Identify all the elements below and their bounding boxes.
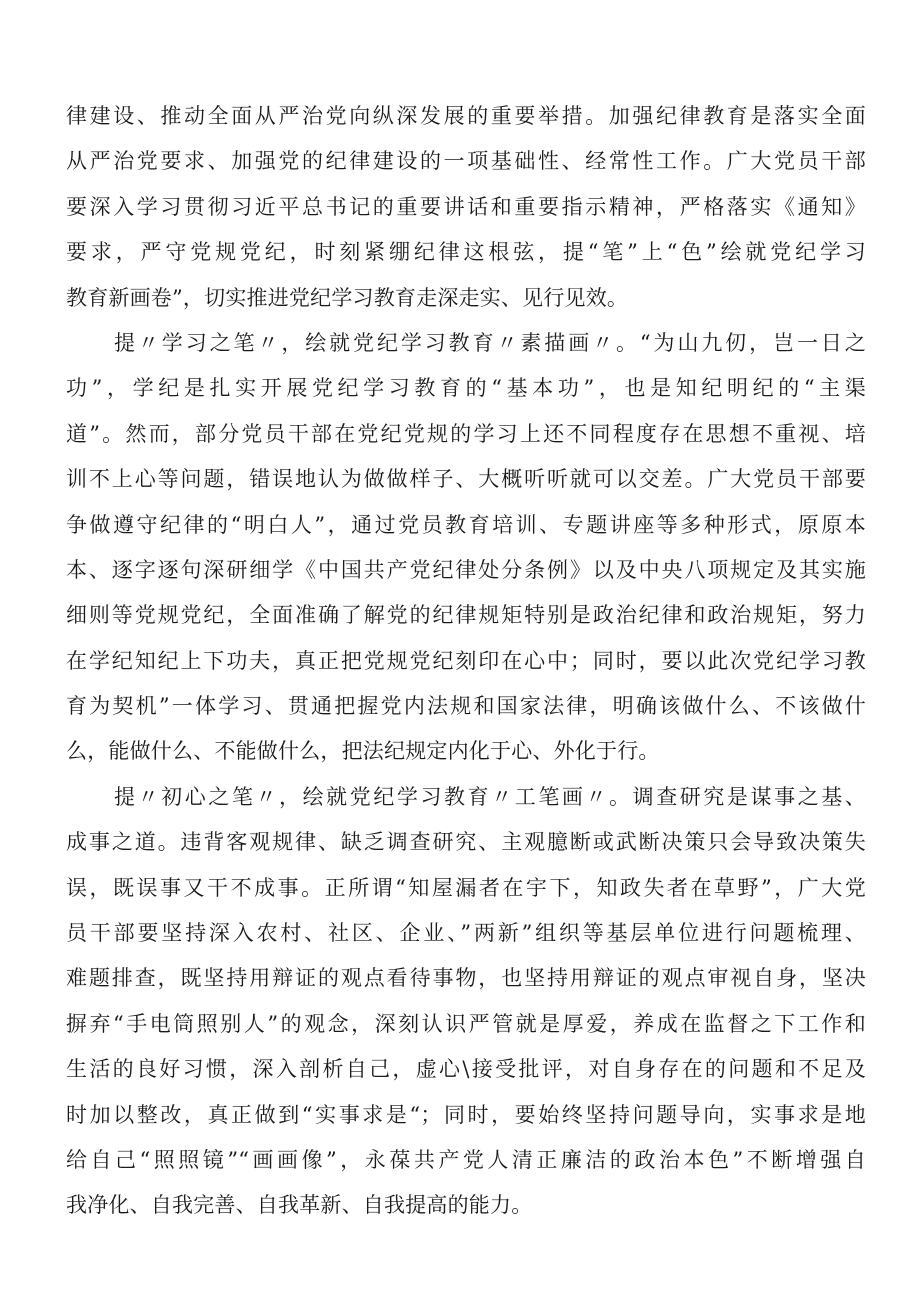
text-line: 要求，严守党规党纪，时刻紧绷纪律这根弦，提“笔”上“色”绘就党纪学习 [66, 240, 866, 265]
text-line: 提〃初心之笔〃，绘就党纪学习教育〃工笔画〃。调查研究是谋事之基、 [114, 784, 866, 809]
text-line: 从严治党要求、加强党的纪律建设的一项基础性、经常性工作。广大党员干部 [66, 149, 866, 174]
paragraph-intro [66, 94, 866, 321]
text-line: 误，既误事又干不成事。正所谓“知屋漏者在宇下，知政失者在草野”，广大党 [66, 875, 866, 900]
text-line: 么，能做什么、不能做什么，把法纪规定内化于心、外化于行。 [66, 739, 660, 764]
text-line: 难题排查，既坚持用辩证的观点看待事物，也坚持用辩证的观点审视自身，坚决 [66, 966, 866, 991]
text-line: 功”，学纪是扎实开展党纪学习教育的“基本功”，也是知纪明纪的“主渠 [66, 376, 866, 401]
text-line: 给自己“照照镜”“画画像”，永葆共产党人清正廉洁的政治本色”不断增强自 [66, 1147, 866, 1172]
text-line: 道”。然而，部分党员干部在党纪党规的学习上还不同程度存在思想不重视、培 [66, 421, 866, 446]
text-line: 教育新画卷”，切实推进党纪学习教育走深走实、见行见效。 [66, 285, 629, 310]
text-line: 细则等党规党纪，全面准确了解党的纪律规矩特别是政治纪律和政治规矩，努力 [66, 603, 866, 628]
text-line: 在学纪知纪上下功夫，真正把党规党纪刻印在心中；同时，要以此次党纪学习教 [66, 648, 866, 673]
text-line: 摒弃“手电筒照别人”的观念，深刻认识严管就是厚爱，养成在监督之下工作和 [66, 1011, 866, 1036]
text-line: 时加以整改，真正做到“实事求是“；同时，要始终坚持问题导向，实事求是地 [66, 1102, 866, 1127]
text-line: 生活的良好习惯，深入剖析自己，虚心\接受批评，对自身存在的问题和不足及 [66, 1057, 866, 1082]
text-line: 提〃学习之笔〃，绘就党纪学习教育〃素描画〃。“为山九仞，岂一日之 [114, 330, 866, 355]
paragraph-original-aspiration-pen [66, 775, 866, 1229]
document-body [66, 94, 866, 1229]
paragraph-study-pen [66, 321, 866, 775]
text-line: 律建设、推动全面从严治党向纵深发展的重要举措。加强纪律教育是落实全面 [66, 104, 866, 128]
text-line: 要深入学习贯彻习近平总书记的重要讲话和重要指示精神，严格落实《通知》 [66, 194, 866, 219]
text-line: 本、逐字逐句深研细学《中国共产党纪律处分条例》以及中央八项规定及其实施 [66, 557, 866, 582]
text-line: 训不上心等问题，错误地认为做做样子、大概听听就可以交差。广大党员干部要 [66, 467, 866, 492]
text-line: 我净化、自我完善、自我革新、自我提高的能力。 [66, 1193, 533, 1218]
text-line: 员干部要坚持深入农村、社区、企业、”两新”组织等基层单位进行问题梳理、 [66, 921, 866, 946]
text-line: 育为契机”一体学习、贯通把握党内法规和国家法律，明确该做什么、不该做什 [66, 694, 866, 719]
text-line: 成事之道。违背客观规律、缺乏调查研究、主观臆断或武断决策只会导致决策失 [66, 830, 866, 855]
text-line: 争做遵守纪律的“明白人”，通过党员教育培训、专题讲座等多种形式，原原本 [66, 512, 866, 537]
